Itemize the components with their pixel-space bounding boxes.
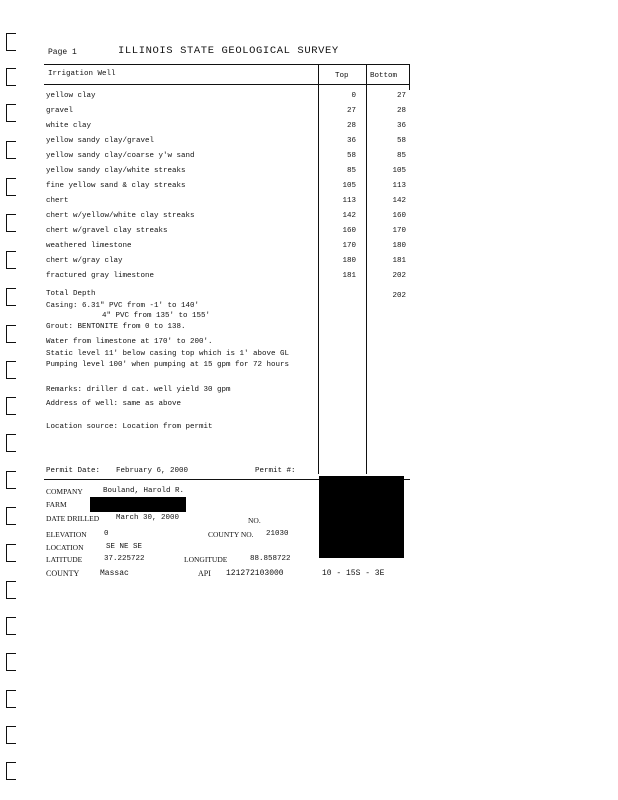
water-note: Water from limestone at 170' to 200'.: [46, 338, 213, 346]
api-label: API: [198, 569, 211, 578]
county-value: Massac: [100, 569, 129, 578]
farm-label: FARM: [46, 500, 67, 509]
punch-hole: [6, 581, 16, 599]
punch-hole: [6, 726, 16, 744]
punch-hole: [6, 544, 16, 562]
punch-hole: [6, 141, 16, 159]
punch-hole: [6, 762, 16, 780]
punch-hole: [6, 214, 16, 232]
table-row: yellow sandy clay/coarse y'w sand 58 85: [46, 152, 406, 160]
county-label: COUNTY: [46, 569, 80, 578]
remarks-note: Remarks: driller d cat. well yield 30 gpm: [46, 386, 231, 394]
table-edge: [409, 64, 410, 90]
elevation-label: ELEVATION: [46, 530, 87, 539]
total-depth-value: 202: [392, 292, 406, 300]
latitude-label: LATITUDE: [46, 555, 83, 564]
punch-hole: [6, 617, 16, 635]
agency-title: ILLINOIS STATE GEOLOGICAL SURVEY: [118, 45, 339, 57]
punch-hole: [6, 471, 16, 489]
table-row: white clay 28 36: [46, 122, 406, 130]
casing-note: Casing: 6.31" PVC from -1' to 140': [46, 302, 200, 310]
township-range: 10 - 15S - 3E: [322, 569, 385, 578]
punch-hole: [6, 690, 16, 708]
date-drilled-value: March 30, 2000: [116, 514, 180, 522]
punch-hole: [6, 178, 16, 196]
table-row: fractured gray limestone 181 202: [46, 272, 406, 280]
date-drilled-label: DATE DRILLED: [46, 514, 100, 523]
elevation-value: 0: [104, 530, 109, 538]
punch-hole: [6, 507, 16, 525]
location-label: LOCATION: [46, 543, 84, 552]
casing-note-2: 4" PVC from 135' to 155': [102, 312, 211, 320]
punch-hole: [6, 434, 16, 452]
no-label: NO.: [248, 516, 261, 525]
table-row: chert w/yellow/white clay streaks 142 160: [46, 212, 406, 220]
permit-number-label: Permit #:: [255, 467, 296, 475]
punch-hole: [6, 325, 16, 343]
table-top-rule: [44, 64, 410, 65]
pumping-level-note: Pumping level 100' when pumping at 15 gpm for 72 hours: [46, 361, 290, 369]
punch-hole: [6, 397, 16, 415]
page-number: Page 1: [48, 48, 77, 57]
permit-date-label: Permit Date:: [46, 467, 101, 475]
punch-hole: [6, 33, 16, 51]
api-value: 121272103000: [226, 569, 284, 578]
table-row: yellow clay 0 27: [46, 92, 406, 100]
table-row: weathered limestone 170 180: [46, 242, 406, 250]
address-note: Address of well: same as above: [46, 400, 182, 408]
latitude-value: 37.225722: [104, 555, 145, 563]
permit-date-value: February 6, 2000: [116, 467, 189, 475]
punch-hole: [6, 361, 16, 379]
table-row: yellow sandy clay/white streaks 85 105: [46, 167, 406, 175]
table-row: fine yellow sand & clay streaks 105 113: [46, 182, 406, 190]
table-row: chert w/gravel clay streaks 160 170: [46, 227, 406, 235]
table-row: gravel 27 28: [46, 107, 406, 115]
col-bottom-header: Bottom: [370, 72, 398, 80]
table-row: yellow sandy clay/gravel 36 58: [46, 137, 406, 145]
col-description-header: Irrigation Well: [48, 70, 116, 78]
county-no-label: COUNTY NO.: [208, 530, 254, 539]
company-label: COMPANY: [46, 487, 83, 496]
static-level-note: Static level 11' below casing top which is 1' above GL: [46, 350, 290, 358]
grout-note: Grout: BENTONITE from 0 to 138.: [46, 323, 186, 331]
redaction-block: [319, 476, 404, 558]
table-header-rule: [44, 84, 410, 85]
punch-hole: [6, 251, 16, 269]
longitude-label: LONGITUDE: [184, 555, 228, 564]
punch-hole: [6, 288, 16, 306]
company-value: Bouland, Harold R.: [103, 487, 185, 495]
longitude-value: 88.858722: [250, 555, 291, 563]
redaction-block: [90, 497, 186, 512]
punch-hole: [6, 104, 16, 122]
total-depth-label: Total Depth: [46, 290, 96, 298]
punch-hole: [6, 68, 16, 86]
punch-hole: [6, 653, 16, 671]
table-row: chert w/gray clay 180 181: [46, 257, 406, 265]
table-row: chert 113 142: [46, 197, 406, 205]
county-no-value: 21030: [266, 530, 289, 538]
col-top-header: Top: [335, 72, 349, 80]
location-source-note: Location source: Location from permit: [46, 423, 213, 431]
location-value: SE NE SE: [106, 543, 143, 551]
